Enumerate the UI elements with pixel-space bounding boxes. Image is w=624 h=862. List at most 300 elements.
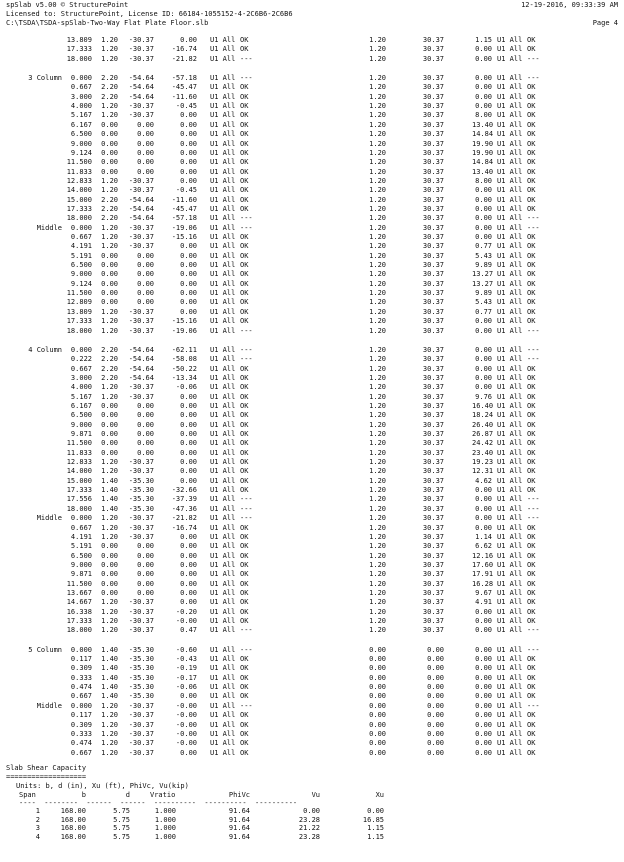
cell-g: 30.37 <box>422 401 444 410</box>
cell-a: 0.00 <box>101 120 118 129</box>
cell-x: 5.167 <box>70 392 92 401</box>
cell-a: 0.00 <box>101 289 118 298</box>
cell-g: 30.37 <box>422 223 444 232</box>
cell-c: -19.06 <box>171 223 197 232</box>
cell-f: 0.00 <box>369 692 386 701</box>
cell-c: -50.22 <box>171 364 197 373</box>
cell-a: 1.20 <box>101 514 118 523</box>
cell-i: U1 All <box>497 458 523 467</box>
cell-j: OK <box>527 467 536 476</box>
cell-h: 26.87 <box>472 430 494 438</box>
shear-cell-d: 5.75 <box>113 832 130 841</box>
cell-f: 1.20 <box>369 326 386 335</box>
cell-f: 0.00 <box>369 645 386 654</box>
cell-b: -30.37 <box>128 317 154 326</box>
cell-e: OK <box>240 242 249 251</box>
cell-c: -21.82 <box>171 514 197 523</box>
cell-a: 1.40 <box>101 486 118 495</box>
cell-c: 0.00 <box>180 579 197 588</box>
cell-c: 0.00 <box>180 298 197 307</box>
cell-c: 0.00 <box>180 148 197 157</box>
cell-c: 0.00 <box>180 279 197 288</box>
cell-e: OK <box>240 186 249 195</box>
cell-h: 0.77 <box>475 242 492 251</box>
cell-i: U1 All <box>497 242 523 251</box>
cell-i: U1 All <box>497 158 523 167</box>
cell-i: U1 All <box>497 392 523 401</box>
cell-e: OK <box>240 579 249 588</box>
cell-b: -35.30 <box>128 476 154 485</box>
cell-a: 1.40 <box>101 692 118 701</box>
cell-f: 1.20 <box>369 439 386 448</box>
cell-b: 0.00 <box>137 560 154 569</box>
cell-i: U1 All <box>497 579 523 588</box>
cell-g: 30.37 <box>422 45 444 54</box>
cell-b: -30.37 <box>128 111 154 120</box>
cell-i: U1 All <box>497 598 523 607</box>
cell-i: U1 All <box>497 523 523 532</box>
cell-e: OK <box>240 289 249 298</box>
cell-i: U1 All <box>497 279 523 288</box>
cell-e: OK <box>240 317 249 326</box>
cell-i: U1 All <box>497 420 523 429</box>
cell-g: 30.37 <box>422 532 444 541</box>
cell-f: 1.20 <box>369 111 386 120</box>
cell-e: OK <box>240 739 249 748</box>
shear-cell-b: 168.00 <box>60 807 86 815</box>
cell-i: U1 All <box>497 36 523 44</box>
cell-e: --- <box>240 214 253 223</box>
cell-a: 1.20 <box>101 711 118 720</box>
cell-h: 8.00 <box>475 176 492 185</box>
cell-a: 2.20 <box>101 195 118 204</box>
cell-d: U1 All <box>210 74 236 83</box>
datetime: 12-19-2016, 09:33:39 AM <box>521 1 618 9</box>
cell-g: 30.37 <box>422 364 444 373</box>
cell-b: -35.30 <box>128 673 154 682</box>
cell-i: U1 All <box>497 195 523 204</box>
cell-i: U1 All <box>497 45 523 54</box>
cell-a: 0.00 <box>101 579 118 588</box>
cell-e: OK <box>240 588 249 597</box>
cell-j: OK <box>527 289 536 298</box>
cell-e: OK <box>240 458 249 467</box>
cell-b: -30.37 <box>128 307 154 316</box>
cell-g: 30.37 <box>422 355 444 364</box>
cell-g: 30.37 <box>422 598 444 607</box>
cell-d: U1 All <box>210 514 236 523</box>
cell-a: 0.00 <box>101 270 118 279</box>
cell-h: 0.00 <box>475 514 492 523</box>
cell-a: 1.20 <box>101 607 118 616</box>
cell-x: 6.500 <box>70 130 92 139</box>
cell-g: 30.37 <box>422 139 444 148</box>
cell-a: 1.20 <box>101 54 118 63</box>
cell-c: -15.16 <box>171 317 197 326</box>
cell-g: 30.37 <box>422 130 444 139</box>
cell-x: 9.000 <box>70 420 92 429</box>
cell-h: 0.00 <box>475 364 492 373</box>
cell-i: U1 All <box>497 373 523 382</box>
cell-h: 17.60 <box>472 560 494 569</box>
cell-f: 1.20 <box>369 448 386 457</box>
cell-e: --- <box>240 701 253 710</box>
cell-x: 0.117 <box>70 711 92 720</box>
cell-c: 0.00 <box>180 598 197 607</box>
shear-cell-d: 5.75 <box>113 815 130 824</box>
cell-c: 0.00 <box>180 448 197 457</box>
cell-c: 0.00 <box>180 542 197 551</box>
cell-d: U1 All <box>210 617 236 625</box>
cell-j: OK <box>527 373 536 382</box>
cell-x: 4.191 <box>70 242 92 251</box>
cell-j: OK <box>527 729 536 738</box>
cell-x: 18.000 <box>66 214 92 223</box>
cell-d: U1 All <box>210 420 236 429</box>
cell-b: 0.00 <box>137 289 154 298</box>
cell-x: 18.000 <box>66 626 92 635</box>
cell-x: 0.000 <box>70 74 92 83</box>
cell-a: 2.20 <box>101 74 118 83</box>
cell-j: OK <box>527 364 536 373</box>
header-b: b <box>81 791 86 799</box>
cell-a: 1.20 <box>101 45 118 54</box>
cell-a: 1.20 <box>101 102 118 111</box>
cell-f: 0.00 <box>369 720 386 729</box>
cell-d: U1 All <box>210 83 236 92</box>
shear-cell-b: 168.00 <box>60 832 86 841</box>
cell-d: U1 All <box>210 148 236 157</box>
cell-d: U1 All <box>210 504 236 513</box>
cell-x: 12.809 <box>66 298 92 307</box>
cell-x: 5.191 <box>70 542 92 551</box>
cell-d: U1 All <box>210 176 236 185</box>
cell-e: OK <box>240 692 249 701</box>
cell-e: --- <box>240 355 253 364</box>
cell-f: 1.20 <box>369 504 386 513</box>
cell-g: 30.37 <box>422 317 444 326</box>
cell-b: 0.00 <box>137 411 154 420</box>
cell-c: 0.00 <box>180 251 197 260</box>
cell-j: OK <box>527 551 536 560</box>
cell-e: --- <box>240 54 253 63</box>
cell-e: OK <box>240 476 249 485</box>
cell-c: 0.00 <box>180 588 197 597</box>
cell-f: 1.20 <box>369 139 386 148</box>
cell-i: U1 All <box>497 102 523 111</box>
cell-a: 1.20 <box>101 392 118 401</box>
cell-i: U1 All <box>497 111 523 120</box>
cell-g: 30.37 <box>422 617 444 625</box>
cell-b: -30.37 <box>128 45 154 54</box>
cell-g: 30.37 <box>422 588 444 597</box>
cell-b: -30.37 <box>128 532 154 541</box>
cell-e: OK <box>240 467 249 476</box>
cell-f: 0.00 <box>369 739 386 748</box>
cell-f: 1.20 <box>369 560 386 569</box>
cell-d: U1 All <box>210 120 236 129</box>
cell-e: OK <box>240 439 249 448</box>
cell-i: U1 All <box>497 83 523 92</box>
cell-g: 30.37 <box>422 439 444 448</box>
cell-f: 1.20 <box>369 148 386 157</box>
cell-j: OK <box>527 448 536 457</box>
cell-j: OK <box>527 401 536 410</box>
cell-c: -21.82 <box>171 54 197 63</box>
cell-j: --- <box>527 495 540 504</box>
cell-d: U1 All <box>210 139 236 148</box>
cell-e: --- <box>240 345 253 354</box>
cell-x: 5.167 <box>70 111 92 120</box>
cell-a: 1.20 <box>101 701 118 710</box>
cell-b: 0.00 <box>137 167 154 176</box>
shear-cell-vu: 21.22 <box>298 824 320 832</box>
cell-d: U1 All <box>210 570 236 579</box>
cell-a: 0.00 <box>101 158 118 167</box>
cell-g: 30.37 <box>422 54 444 63</box>
cell-d: U1 All <box>210 692 236 701</box>
cell-d: U1 All <box>210 495 236 504</box>
cell-e: OK <box>240 523 249 532</box>
cell-i: U1 All <box>497 223 523 232</box>
cell-g: 30.37 <box>422 270 444 279</box>
cell-i: U1 All <box>497 355 523 364</box>
cell-j: OK <box>527 570 536 579</box>
cell-c: 0.00 <box>180 139 197 148</box>
cell-j: --- <box>527 74 540 83</box>
cell-e: OK <box>240 448 249 457</box>
cell-f: 1.20 <box>369 289 386 298</box>
cell-x: 17.333 <box>66 204 92 213</box>
cell-j: OK <box>527 45 536 54</box>
cell-e: OK <box>240 120 249 129</box>
cell-b: 0.00 <box>137 448 154 457</box>
cell-c: 0.00 <box>180 307 197 316</box>
cell-h: 0.00 <box>475 711 492 720</box>
cell-h: 0.00 <box>475 673 492 682</box>
cell-f: 1.20 <box>369 270 386 279</box>
cell-b: -30.37 <box>128 711 154 720</box>
cell-g: 30.37 <box>422 289 444 298</box>
cell-x: 6.167 <box>70 401 92 410</box>
cell-e: OK <box>240 373 249 382</box>
cell-h: 8.00 <box>475 111 492 120</box>
cell-f: 1.20 <box>369 261 386 270</box>
cell-x: 0.000 <box>70 514 92 523</box>
cell-e: OK <box>240 364 249 373</box>
cell-g: 30.37 <box>422 233 444 241</box>
units-line: Units: b, d (in), Xu (ft), PhiVc, Vu(kip) <box>16 782 189 790</box>
cell-h: 9.67 <box>475 588 492 597</box>
cell-a: 1.20 <box>101 242 118 251</box>
cell-e: --- <box>240 626 253 635</box>
cell-d: U1 All <box>210 486 236 495</box>
cell-h: 0.00 <box>475 383 492 392</box>
cell-j: --- <box>527 345 540 354</box>
cell-f: 1.20 <box>369 92 386 101</box>
cell-b: -54.64 <box>128 204 154 213</box>
cell-g: 30.37 <box>422 279 444 288</box>
cell-f: 1.20 <box>369 298 386 307</box>
cell-x: 11.500 <box>66 439 92 448</box>
cell-j: OK <box>527 617 536 625</box>
cell-d: U1 All <box>210 242 236 251</box>
cell-d: U1 All <box>210 307 236 316</box>
cell-f: 1.20 <box>369 598 386 607</box>
cell-c: -58.08 <box>171 355 197 364</box>
cell-j: --- <box>527 645 540 654</box>
cell-a: 1.20 <box>101 739 118 748</box>
cell-b: -30.37 <box>128 467 154 476</box>
cell-f: 1.20 <box>369 223 386 232</box>
cell-c: -0.00 <box>175 701 197 710</box>
cell-i: U1 All <box>497 514 523 523</box>
cell-b: -30.37 <box>128 720 154 729</box>
cell-b: -54.64 <box>128 355 154 364</box>
cell-c: -11.60 <box>171 92 197 101</box>
cell-d: U1 All <box>210 598 236 607</box>
cell-f: 1.20 <box>369 364 386 373</box>
cell-x: 0.667 <box>70 748 92 757</box>
cell-h: 19.90 <box>472 148 494 157</box>
cell-g: 30.37 <box>422 504 444 513</box>
cell-a: 0.00 <box>101 279 118 288</box>
cell-d: U1 All <box>210 45 236 54</box>
cell-x: 11.500 <box>66 289 92 298</box>
cell-i: U1 All <box>497 439 523 448</box>
cell-i: U1 All <box>497 401 523 410</box>
cell-a: 0.00 <box>101 439 118 448</box>
cell-g: 30.37 <box>422 570 444 579</box>
cell-a: 2.20 <box>101 364 118 373</box>
cell-g: 30.37 <box>422 102 444 111</box>
cell-e: OK <box>240 532 249 541</box>
cell-c: 0.00 <box>180 458 197 467</box>
cell-e: OK <box>240 270 249 279</box>
cell-d: U1 All <box>210 748 236 757</box>
cell-c: -0.06 <box>175 683 197 692</box>
cell-a: 0.00 <box>101 430 118 438</box>
cell-c: 0.00 <box>180 467 197 476</box>
cell-d: U1 All <box>210 355 236 364</box>
cell-g: 30.37 <box>422 74 444 83</box>
cell-b: 0.00 <box>137 148 154 157</box>
cell-i: U1 All <box>497 711 523 720</box>
cell-x: 6.500 <box>70 411 92 420</box>
cell-i: U1 All <box>497 664 523 673</box>
cell-c: -16.74 <box>171 523 197 532</box>
cell-h: 19.90 <box>472 139 494 148</box>
cell-b: -35.30 <box>128 645 154 654</box>
cell-a: 0.00 <box>101 411 118 420</box>
shear-cell-span: 4 <box>35 832 40 841</box>
cell-e: OK <box>240 251 249 260</box>
cell-h: 0.00 <box>475 748 492 757</box>
cell-b: -30.37 <box>128 617 154 625</box>
cell-g: 30.37 <box>422 514 444 523</box>
cell-j: --- <box>527 223 540 232</box>
cell-b: -30.37 <box>128 326 154 335</box>
cell-h: 0.00 <box>475 186 492 195</box>
cell-c: 0.00 <box>180 120 197 129</box>
cell-a: 1.40 <box>101 673 118 682</box>
cell-i: U1 All <box>497 448 523 457</box>
cell-a: 1.40 <box>101 504 118 513</box>
cell-f: 1.20 <box>369 495 386 504</box>
cell-c: 0.00 <box>180 36 197 44</box>
cell-h: 14.84 <box>472 130 494 139</box>
shear-cell-span: 3 <box>35 824 40 832</box>
cell-i: U1 All <box>497 588 523 597</box>
cell-f: 1.20 <box>369 345 386 354</box>
cell-c: 0.00 <box>180 420 197 429</box>
cell-x: 11.500 <box>66 579 92 588</box>
cell-e: OK <box>240 83 249 92</box>
cell-x: 17.333 <box>66 45 92 54</box>
cell-b: 0.00 <box>137 570 154 579</box>
cell-d: U1 All <box>210 476 236 485</box>
shear-cell-vratio: 1.000 <box>154 815 176 824</box>
cell-e: OK <box>240 383 249 392</box>
cell-d: U1 All <box>210 607 236 616</box>
cell-g: 30.37 <box>422 486 444 495</box>
cell-c: 0.47 <box>180 626 197 635</box>
cell-label: Middle <box>36 514 62 523</box>
cell-e: OK <box>240 570 249 579</box>
cell-h: 9.89 <box>475 289 492 298</box>
cell-d: U1 All <box>210 383 236 392</box>
cell-j: OK <box>527 748 536 757</box>
cell-c: -0.19 <box>175 664 197 673</box>
cell-f: 1.20 <box>369 355 386 364</box>
cell-f: 1.20 <box>369 420 386 429</box>
cell-i: U1 All <box>497 120 523 129</box>
cell-b: 0.00 <box>137 261 154 270</box>
cell-i: U1 All <box>497 317 523 326</box>
cell-a: 1.40 <box>101 495 118 504</box>
cell-h: 0.00 <box>475 720 492 729</box>
cell-b: 0.00 <box>137 579 154 588</box>
cell-g: 30.37 <box>422 120 444 129</box>
cell-a: 1.20 <box>101 598 118 607</box>
cell-j: OK <box>527 130 536 139</box>
cell-i: U1 All <box>497 729 523 738</box>
cell-e: OK <box>240 298 249 307</box>
cell-f: 1.20 <box>369 542 386 551</box>
cell-e: OK <box>240 158 249 167</box>
cell-i: U1 All <box>497 326 523 335</box>
cell-e: OK <box>240 542 249 551</box>
cell-d: U1 All <box>210 195 236 204</box>
cell-g: 30.37 <box>422 383 444 392</box>
cell-a: 0.00 <box>101 560 118 569</box>
cell-j: OK <box>527 120 536 129</box>
cell-x: 0.667 <box>70 692 92 701</box>
cell-f: 1.20 <box>369 279 386 288</box>
cell-h: 19.23 <box>472 458 494 467</box>
cell-g: 30.37 <box>422 326 444 335</box>
cell-j: OK <box>527 242 536 251</box>
cell-a: 1.20 <box>101 36 118 44</box>
cell-i: U1 All <box>497 701 523 710</box>
cell-e: OK <box>240 45 249 54</box>
cell-d: U1 All <box>210 655 236 664</box>
cell-e: OK <box>240 279 249 288</box>
cell-x: 11.833 <box>66 167 92 176</box>
cell-g: 30.37 <box>422 411 444 420</box>
cell-h: 0.00 <box>475 373 492 382</box>
header-vratio: Vratio <box>150 791 176 799</box>
